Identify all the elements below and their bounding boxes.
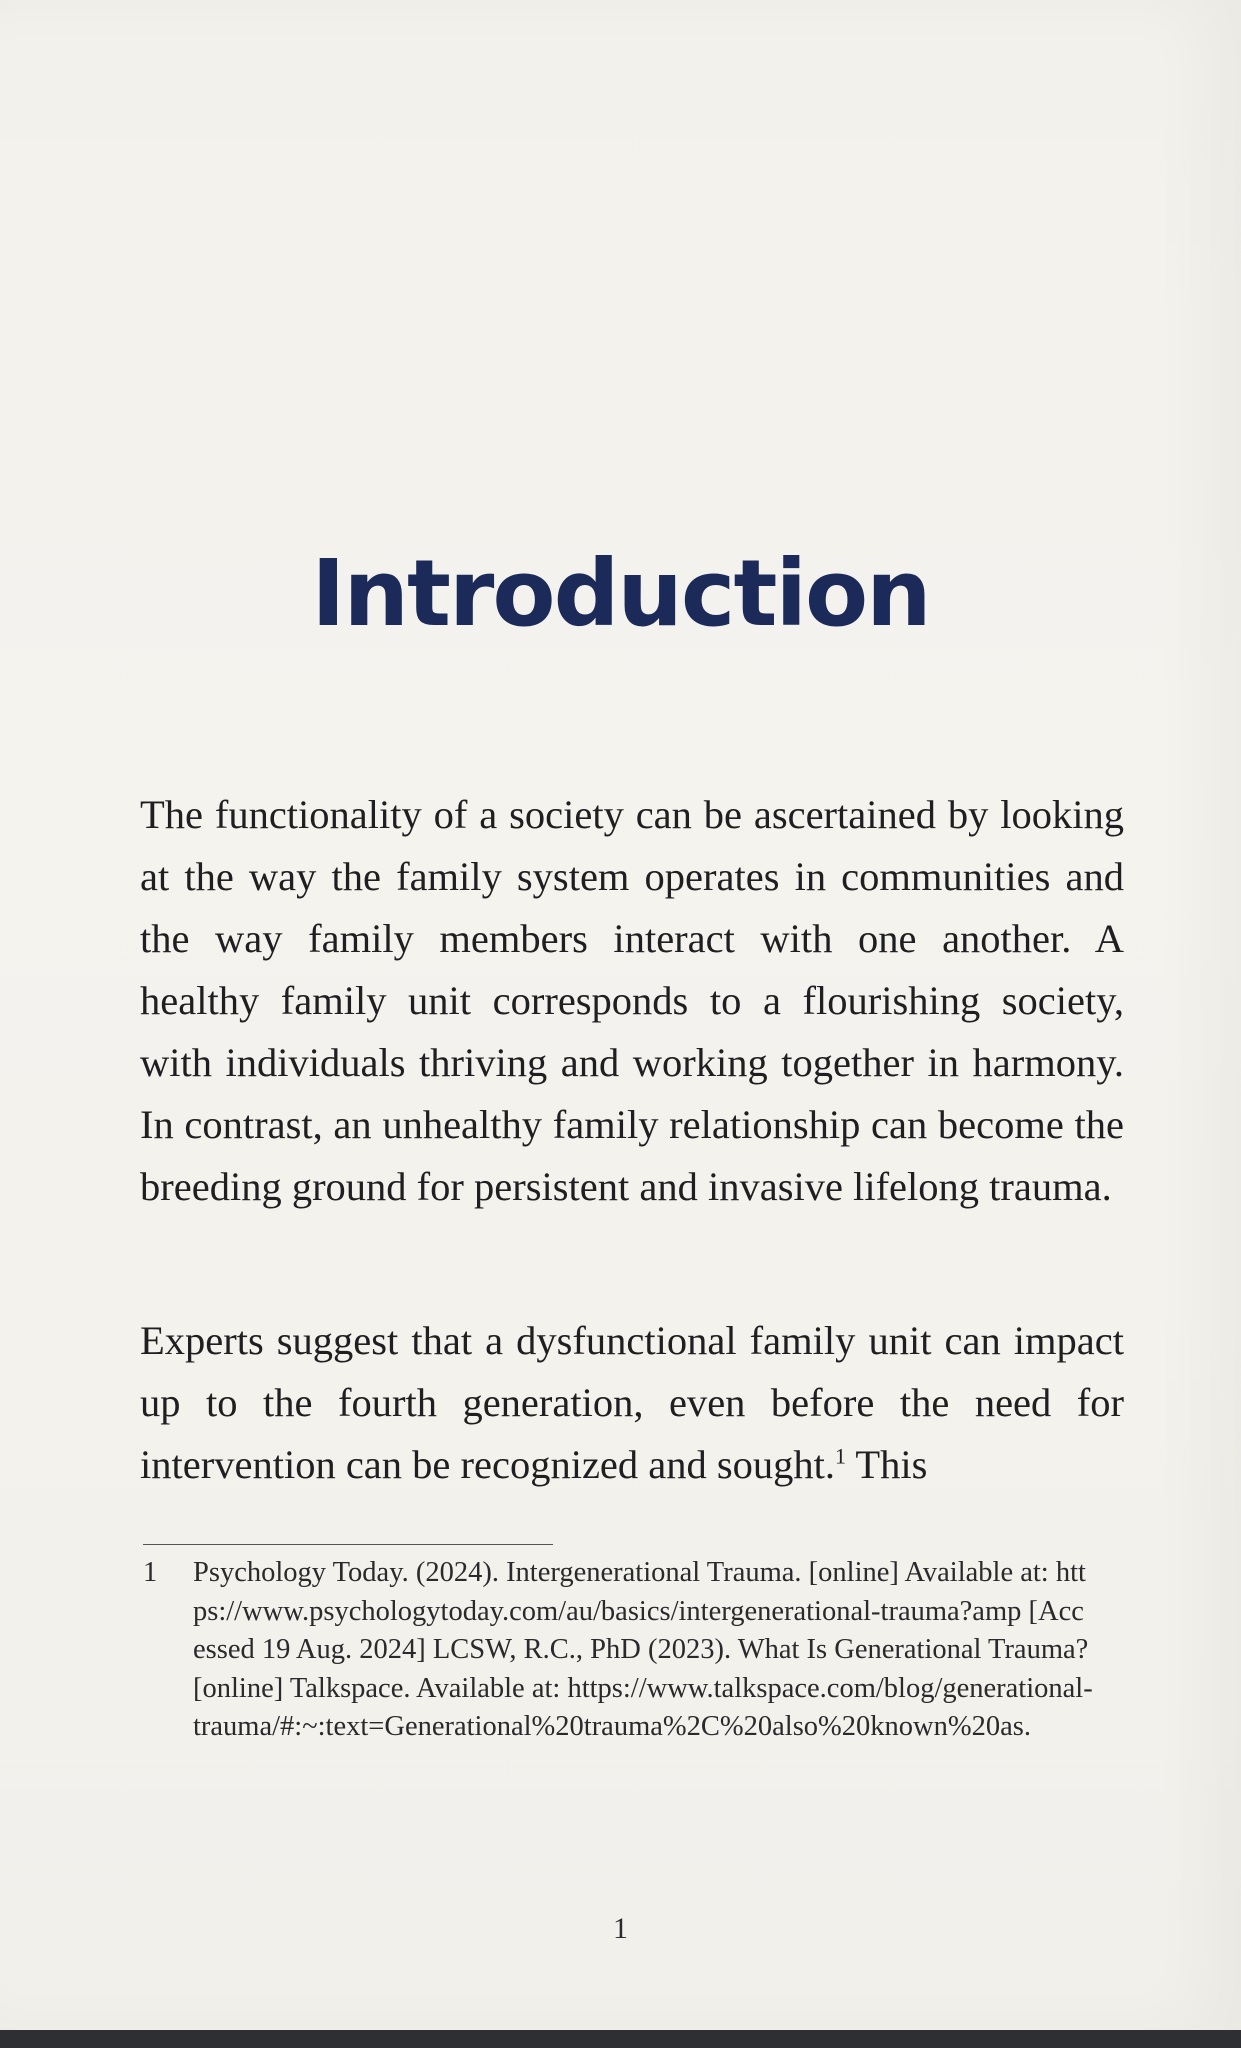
paragraph-2-text: Experts suggest that a dysfunctional family unit can impact up to the fourth generation, even before the need for intervention can be recognized and sought. bbox=[140, 1318, 1124, 1487]
show-through-text bbox=[140, 100, 1140, 164]
chapter-title-text: Introduction bbox=[311, 540, 930, 647]
footnote-text: Psychology Today. (2024). Intergenerational Trauma. [online] Available at: https://www.psychologytoday.com/au/basics/intergenerational-trauma?amp [Accessed 19 Aug. 2024] LCSW, R.C., PhD (2023). What Is Generational Trauma? [online] Talkspace. Available at: https://www.talkspace.com/blog/generational-trauma/#:~:text=Generational%20trauma%2C%20also%20known%20as. bbox=[193, 1557, 1093, 1742]
footnote-reference[interactable]: 1 bbox=[835, 1443, 847, 1469]
paragraph-2 bbox=[140, 1310, 1124, 1496]
chapter-title bbox=[0, 540, 1241, 647]
paragraph-1: The functionality of a society can be ascertained by looking at the way the family system operates in communities and the way family members interact with one another. A healthy family unit corresponds to a flourishing society, with individuals thriving and working together in harmony. In contrast, an unhealthy family relationship can become the breeding ground for persistent and invasive lifelong trauma. bbox=[140, 792, 1124, 1209]
footnote-divider bbox=[143, 1544, 553, 1545]
paragraph-2-continuation: This bbox=[846, 1442, 928, 1487]
page-number: 1 bbox=[613, 1912, 628, 1945]
footnote bbox=[143, 1554, 1093, 1747]
footnote-number: 1 bbox=[143, 1557, 158, 1588]
